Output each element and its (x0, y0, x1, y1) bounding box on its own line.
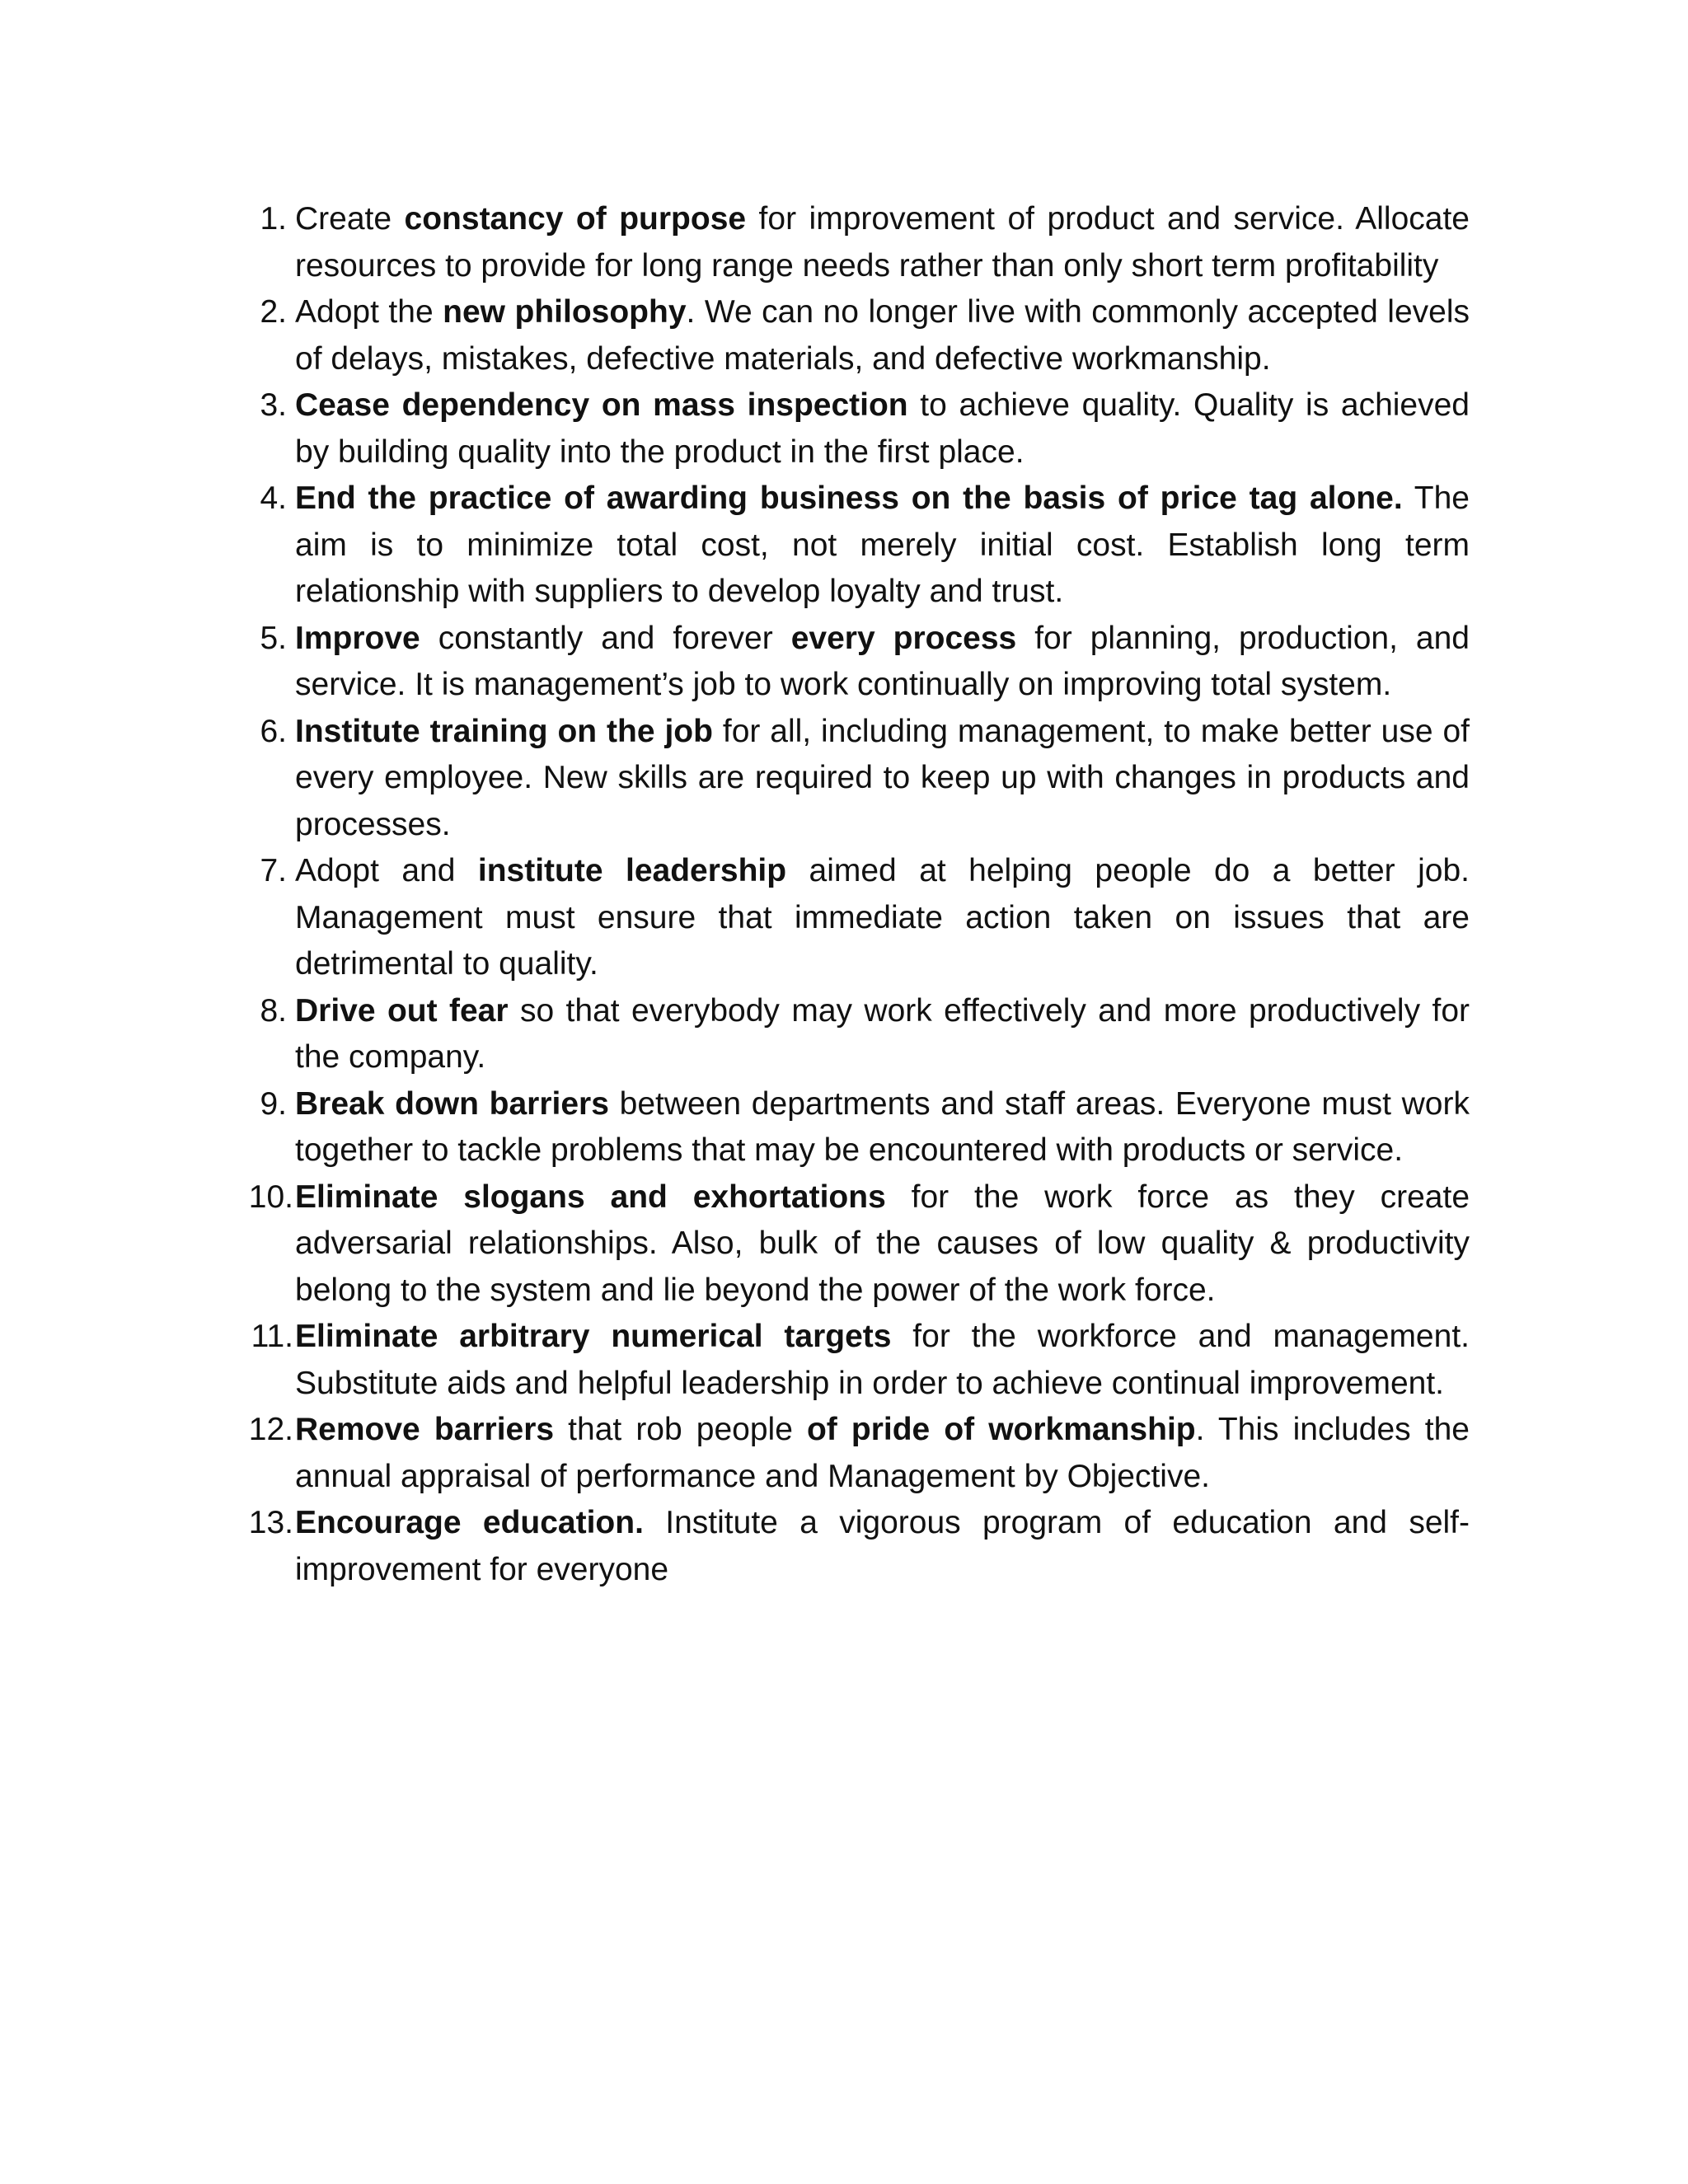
item-text: Eliminate slogans and exhortations for the work force as they create adversarial relationships. Also, bulk of the causes of low quality & productivity belong to the system and lie beyond the power of the work force. (295, 1179, 1470, 1308)
item-number: 1. (260, 201, 287, 237)
principles-list (229, 196, 1470, 1593)
list-item (229, 1500, 1470, 1593)
list-item (229, 616, 1470, 709)
list-item (229, 848, 1470, 988)
item-text: Institute training on the job for all, including management, to make better use of every employee. New skills are required to keep up with changes in products and processes. (295, 713, 1470, 842)
item-number: 3. (260, 387, 287, 423)
item-number: 6. (260, 713, 287, 749)
item-text: Encourage education. Institute a vigorous program of education and self-improvement for everyone (295, 1505, 1470, 1587)
item-text: Remove barriers that rob people of pride of workmanship. This includes the annual appraisal of performance and Management by Objective. (295, 1412, 1470, 1494)
list-item (229, 709, 1470, 849)
list-item (229, 382, 1470, 476)
item-text: Break down barriers between departments and staff areas. Everyone must work together to tackle problems that may be encountered with products or service. (295, 1085, 1470, 1168)
item-text: Adopt and institute leadership aimed at helping people do a better job. Management must ensure that immediate action taken on issues that are detrimental to quality. (295, 853, 1470, 982)
list-item (229, 988, 1470, 1081)
list-item (229, 1174, 1470, 1315)
item-number: 11. (251, 1319, 293, 1354)
item-text: End the practice of awarding business on the basis of price tag alone. The aim is to minimize total cost, not merely initial cost. Establish long term relationship with suppliers to develop loyalty and trust. (295, 480, 1470, 609)
item-text: Adopt the new philosophy. We can no longer live with commonly accepted levels of delays, mistakes, defective materials, and defective workmanship. (295, 294, 1470, 377)
list-item (229, 196, 1470, 289)
list-item (229, 1407, 1470, 1500)
item-number: 8. (260, 992, 287, 1029)
item-text: Cease dependency on mass inspection to achieve quality. Quality is achieved by building quality into the product in the first place. (295, 387, 1470, 470)
item-text: Improve constantly and forever every process for planning, production, and service. It is management’s job to work continually on improving total system. (295, 620, 1470, 702)
item-number: 13. (248, 1505, 293, 1540)
item-number: 10. (248, 1179, 293, 1215)
item-number: 5. (260, 620, 287, 656)
item-text: Drive out fear so that everybody may work effectively and more productively for the company. (295, 992, 1470, 1075)
list-item (229, 476, 1470, 616)
item-number: 12. (248, 1412, 293, 1447)
list-item (229, 1314, 1470, 1407)
item-number: 9. (260, 1085, 287, 1122)
list-item (229, 1081, 1470, 1174)
item-text: Create constancy of purpose for improvement of product and service. Allocate resources to provide for long range needs rather than only short term profitability (295, 201, 1470, 284)
list-item (229, 289, 1470, 382)
item-number: 7. (260, 853, 287, 888)
item-text: Eliminate arbitrary numerical targets for the workforce and management. Substitute aids and helpful leadership in order to achieve continual improvement. (295, 1319, 1470, 1401)
item-number: 2. (260, 294, 287, 330)
item-number: 4. (260, 480, 287, 516)
